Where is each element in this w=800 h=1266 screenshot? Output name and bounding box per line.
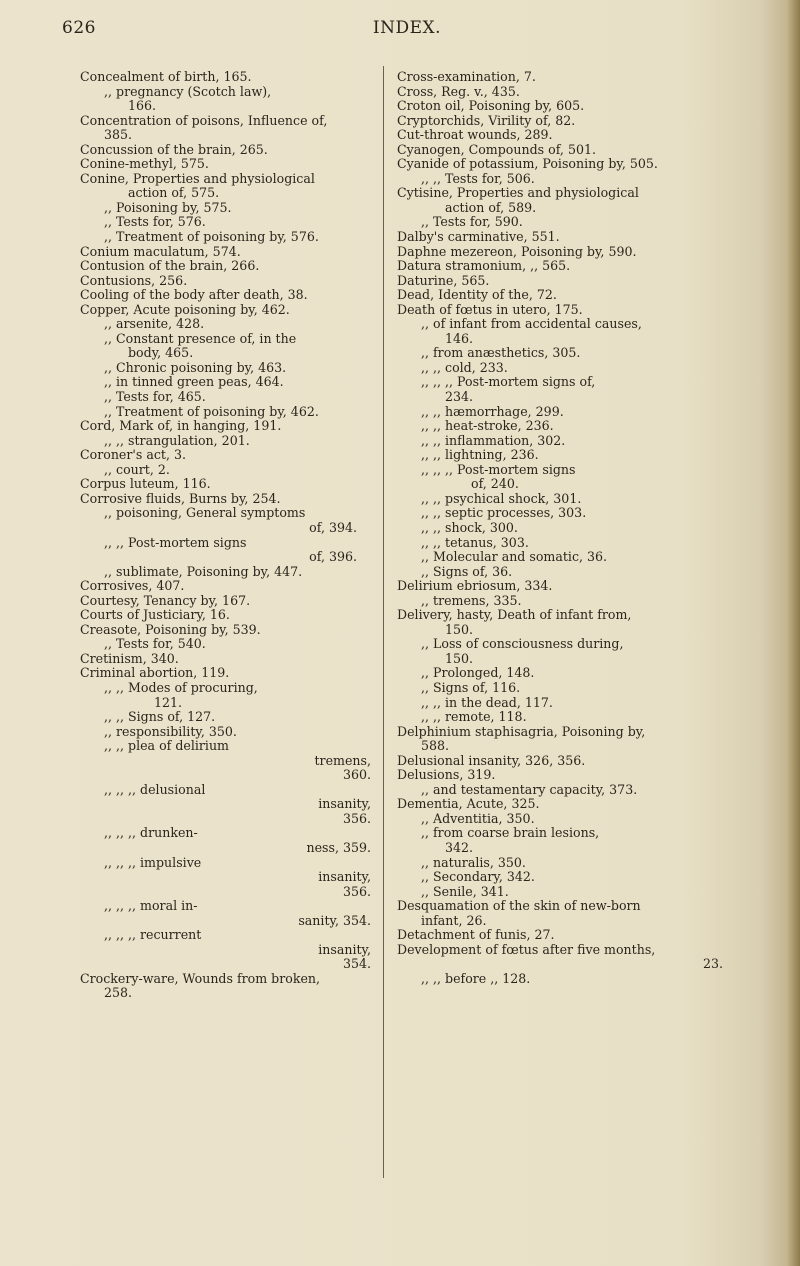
index-entry: ,, naturalis, 350. [421, 854, 526, 870]
index-entry: ,, ,, ,, recurrent [104, 927, 202, 943]
index-entry: Conium maculatum, 574. [80, 243, 241, 259]
index-entry: Crockery-ware, Wounds from broken, [80, 970, 321, 986]
index-entry: ,, Tests for, 590. [421, 214, 523, 230]
index-entry: Desquamation of the skin of new-born [397, 898, 641, 914]
index-column-right [397, 70, 727, 986]
index-entry: ,, ,, hæmorrhage, 299. [421, 403, 564, 419]
index-entry: ,, ,, septic processes, 303. [421, 505, 587, 521]
index-entry: ,, from coarse brain lesions, [421, 825, 600, 841]
index-entry: Courtesy, Tenancy by, 167. [80, 592, 251, 608]
index-entry: ,, Molecular and somatic, 36. [421, 549, 608, 565]
index-entry: ,, ,, heat-stroke, 236. [421, 418, 554, 434]
index-entry: ,, tremens, 335. [421, 592, 522, 608]
index-entry: body, 465. [128, 345, 194, 361]
index-entry: ,, ,, in the dead, 117. [421, 694, 553, 710]
index-entry: Cut-throat wounds, 289. [397, 127, 553, 143]
index-column-left [80, 70, 375, 1001]
index-entry: Datura stramonium, ,, 565. [397, 258, 571, 274]
index-entry: insanity, [318, 941, 371, 957]
index-entry: ,, ,, Post-mortem signs [104, 534, 247, 550]
index-entry: Corrosives, 407. [80, 578, 185, 594]
index-entry: ,, ,, ,, impulsive [104, 854, 202, 870]
index-entry: ,, Poisoning by, 575. [104, 199, 232, 215]
index-entry: ,, Senile, 341. [421, 883, 509, 899]
index-entry: Dementia, Acute, 325. [397, 796, 540, 812]
index-entry: Delirium ebriosum, 334. [397, 578, 553, 594]
index-entry: 354. [342, 956, 371, 972]
index-entry: ,, ,, remote, 118. [421, 709, 527, 725]
index-entry: 166. [128, 98, 157, 114]
index-entry: ,, ,, lightning, 236. [421, 447, 539, 463]
index-entry: Concussion of the brain, 265. [80, 141, 268, 157]
index-entry: ,, of infant from accidental causes, [421, 316, 642, 332]
index-entry: Concentration of poisons, Influence of, [80, 112, 328, 128]
index-entry: Cyanogen, Compounds of, 501. [397, 141, 596, 157]
index-entry: Croton oil, Poisoning by, 605. [397, 98, 585, 114]
index-entry: of, 394. [309, 519, 357, 535]
index-entry: Creasote, Poisoning by, 539. [80, 621, 261, 637]
index-entry: ,, Constant presence of, in the [104, 330, 297, 346]
index-entry: action of, 575. [128, 185, 220, 201]
index-entry: Development of fœtus after five months, [397, 941, 656, 957]
index-entry: ,, ,, ,, moral in- [104, 898, 198, 914]
index-entry: of, 396. [309, 549, 357, 565]
index-entry: Cord, Mark of, in hanging, 191. [80, 418, 282, 434]
page-header [62, 18, 752, 42]
index-entry: 342. [445, 839, 474, 855]
index-entry: ,, arsenite, 428. [104, 316, 205, 332]
index-entry: ,, ,, Modes of procuring, [104, 679, 258, 695]
index-entry: ,, Tests for, 465. [104, 389, 206, 405]
index-entry: Detachment of funis, 27. [397, 927, 555, 943]
index-entry: ,, poisoning, General symptoms [104, 505, 306, 521]
index-entry: ,, in tinned green peas, 464. [104, 374, 284, 390]
index-entry: Cross-examination, 7. [397, 69, 536, 84]
index-entry: ,, ,, ,, Post-mortem signs [421, 461, 576, 477]
index-entry: ,, from anæsthetics, 305. [421, 345, 581, 361]
index-entry: ,, Tests for, 540. [104, 636, 206, 652]
index-entry: Contusions, 256. [80, 272, 188, 288]
index-entry: ,, Treatment of poisoning by, 462. [104, 403, 319, 419]
index-entry: tremens, [314, 752, 371, 768]
index-entry: Cytisine, Properties and physiological [397, 185, 639, 201]
index-entry: ,, ,, cold, 233. [421, 359, 508, 375]
index-entry: 121. [154, 694, 183, 710]
index-entry: ,, Prolonged, 148. [421, 665, 535, 681]
index-entry: ,, ,, shock, 300. [421, 519, 518, 535]
index-entry: ,, ,, strangulation, 201. [104, 432, 250, 448]
index-entry: ,, sublimate, Poisoning by, 447. [104, 563, 303, 579]
index-entry: ness, 359. [306, 839, 371, 855]
page-number: 626 [62, 18, 96, 38]
index-entry: ,, responsibility, 350. [104, 723, 237, 739]
column-divider [383, 66, 384, 1178]
index-entry: ,, pregnancy (Scotch law), [104, 83, 272, 99]
index-entry: ,, and testamentary capacity, 373. [421, 781, 638, 797]
index-entry: Cross, Reg. v., 435. [397, 83, 520, 99]
index-entry: 360. [342, 767, 371, 783]
index-entry: 356. [342, 883, 371, 899]
index-entry: Coroner's act, 3. [80, 447, 186, 463]
index-entry: ,, Secondary, 342. [421, 869, 535, 885]
index-entry: action of, 589. [445, 199, 537, 215]
index-entry: Contusion of the brain, 266. [80, 258, 260, 274]
index-entry: Death of fœtus in utero, 175. [397, 301, 583, 317]
index-entry: Corrosive fluids, Burns by, 254. [80, 490, 281, 506]
index-entry: Daturine, 565. [397, 272, 490, 288]
index-entry: ,, Tests for, 576. [104, 214, 206, 230]
index-entry: ,, ,, tetanus, 303. [421, 534, 529, 550]
index-entry: Delivery, hasty, Death of infant from, [397, 607, 632, 623]
index-entry: Cryptorchids, Virility of, 82. [397, 112, 576, 128]
index-entry: 150. [445, 650, 474, 666]
index-entry: ,, ,, psychical shock, 301. [421, 490, 582, 506]
index-entry: insanity, [318, 796, 371, 812]
index-entry: Delusional insanity, 326, 356. [397, 752, 586, 768]
index-entry: infant, 26. [421, 912, 487, 928]
index-entry: Conine, Properties and physiological [80, 170, 315, 186]
index-entry: sanity, 354. [298, 912, 371, 928]
index-entry: Dalby's carminative, 551. [397, 229, 560, 245]
index-entry: Cyanide of potassium, Poisoning by, 505. [397, 156, 658, 172]
index-entry: ,, ,, ,, drunken- [104, 825, 198, 841]
index-entry: ,, ,, Signs of, 127. [104, 709, 216, 725]
index-entry: 588. [421, 738, 450, 754]
index-entry: Cooling of the body after death, 38. [80, 287, 308, 303]
index-entry: ,, ,, before ,, 128. [421, 970, 531, 986]
index-entry: ,, ,, plea of delirium [104, 738, 229, 754]
index-entry: Dead, Identity of the, 72. [397, 287, 557, 303]
index-entry: Daphne mezereon, Poisoning by, 590. [397, 243, 637, 259]
index-entry: ,, Loss of consciousness during, [421, 636, 624, 652]
page-title: INDEX. [372, 18, 442, 38]
index-entry: of, 240. [471, 476, 519, 492]
index-entry: 150. [445, 621, 474, 637]
index-entry: 23. [702, 956, 723, 972]
index-entry: ,, court, 2. [104, 461, 170, 477]
index-entry: ,, ,, ,, Post-mortem signs of, [421, 374, 596, 390]
index-entry: Conine-methyl, 575. [80, 156, 209, 172]
index-entry: ,, ,, Tests for, 506. [421, 170, 535, 186]
index-entry: Concealment of birth, 165. [80, 69, 252, 84]
page-edge [786, 0, 800, 1266]
index-entry: ,, ,, inflammation, 302. [421, 432, 566, 448]
index-entry: Corpus luteum, 116. [80, 476, 211, 492]
index-entry: 146. [445, 330, 474, 346]
index-entry: insanity, [318, 869, 371, 885]
index-entry: 234. [445, 389, 474, 405]
index-entry: ,, Adventitia, 350. [421, 810, 535, 826]
index-entry: ,, Signs of, 36. [421, 563, 513, 579]
index-entry: Cretinism, 340. [80, 650, 179, 666]
index-entry: Copper, Acute poisoning by, 462. [80, 301, 290, 317]
index-entry: ,, Treatment of poisoning by, 576. [104, 229, 319, 245]
index-entry: 356. [342, 810, 371, 826]
index-entry: Criminal abortion, 119. [80, 665, 230, 681]
index-entry: Delusions, 319. [397, 767, 496, 783]
index-entry: ,, Signs of, 116. [421, 679, 521, 695]
index-entry: 258. [104, 985, 133, 1001]
index-entry: ,, Chronic poisoning by, 463. [104, 359, 287, 375]
index-entry: Courts of Justiciary, 16. [80, 607, 230, 623]
index-entry: ,, ,, ,, delusional [104, 781, 206, 797]
index-entry: Delphinium staphisagria, Poisoning by, [397, 723, 646, 739]
index-entry: 385. [104, 127, 133, 143]
